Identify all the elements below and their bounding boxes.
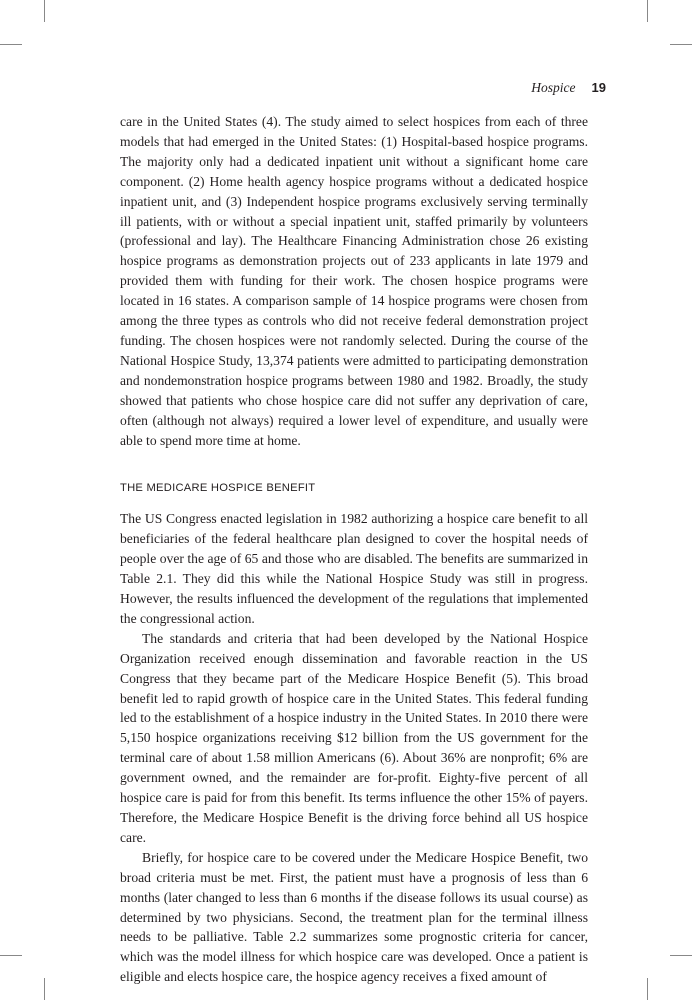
- page-number: 19: [591, 80, 606, 95]
- crop-mark: [0, 955, 22, 956]
- crop-mark: [647, 978, 648, 1000]
- running-head-title: Hospice: [531, 80, 576, 95]
- section-heading: THE MEDICARE HOSPICE BENEFIT: [120, 482, 316, 495]
- paragraph: care in the United States (4). The study aimed to select hospices from each of three models that had emerged in the United States: (1) Hospital-based hospice programs. The majority only had a dedicated inpatient unit without a significant home care component. (2) Home health agency hospice programs without a dedicated hospice inpatient unit, and (3) Independent hospice programs exclusively serving terminally ill patients, with or without a special inpatient unit, staffed primarily by volunteers (professional and lay). The Healthcare Financing Administration chose 26 existing hospice programs as demonstration projects out of 233 applicants in late 1979 and provided them with funding for their work. The chosen hospice programs were located in 16 states. A comparison sample of 14 hospice programs were chosen from among the three types as controls who did not receive federal demonstration project funding. The chosen hospices were not randomly selected. During the course of the National Hospice Study, 13,374 patients were admitted to participating demonstration and nondemonstration hospice programs between 1980 and 1982. Broadly, the study showed that patients who chose hospice care did not suffer any deprivation of care, often (although not always) required a lower level of expenditure, and usually were able to spend more time at home.: [120, 114, 588, 448]
- running-head: [531, 80, 606, 96]
- crop-mark: [44, 978, 45, 1000]
- body-text: [120, 112, 588, 987]
- paragraph: The US Congress enacted legislation in 1982 authorizing a hospice care benefit to all beneficiaries of the federal healthcare plan designed to cover the hospital needs of people over the age of 65 and those who are disabled. The benefits are summarized in Table 2.1. They did this while the National Hospice Study was still in progress. However, the results influenced the development of the regulations that implemented the congressional action.: [120, 511, 588, 626]
- paragraph: Briefly, for hospice care to be covered under the Medicare Hospice Benefit, two broad criteria must be met. First, the patient must have a prognosis of less than 6 months (later changed to less than 6 months if the disease follows its usual course) as determined by two physicians. Second, the treatment plan for the terminal illness needs to be palliative. Table 2.2 summarizes some prognostic criteria for cancer, which was the model illness for which hospice care was developed. Once a patient is eligible and elects hospice care, the hospice agency receives a fixed amount of: [120, 849, 588, 985]
- crop-mark: [670, 44, 692, 45]
- crop-mark: [0, 44, 22, 45]
- paragraph: The standards and criteria that had been developed by the National Hospice Organization received enough dissemination and favorable reaction in the US Congress that they became part of the Medicare Hospice Benefit (5). This broad benefit led to rapid growth of hospice care in the United States. This federal funding led to the establishment of a hospice industry in the United States. In 2010 there were 5,150 hospice organizations receiving $12 billion from the US government for the terminal care of about 1.58 million Americans (6). About 36% are nonprofit; 6% are government owned, and the remainder are for-profit. Eighty-five percent of all hospice care is paid for from this benefit. Its terms influence the other 15% of payers. Therefore, the Medicare Hospice Benefit is the driving force behind all US hospice care.: [120, 630, 588, 845]
- crop-mark: [44, 0, 45, 22]
- crop-mark: [647, 0, 648, 22]
- crop-mark: [670, 955, 692, 956]
